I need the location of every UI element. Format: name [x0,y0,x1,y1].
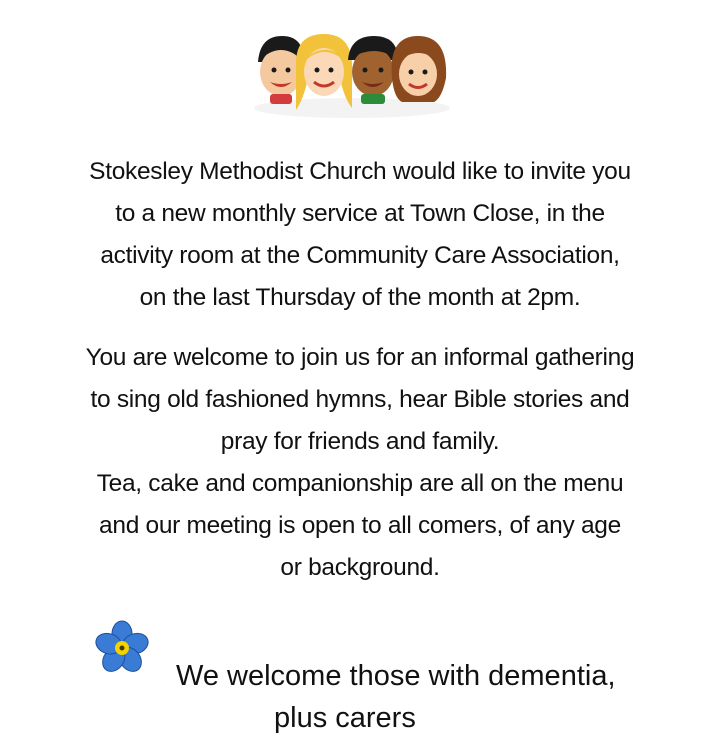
invitation-line: on the last Thursday of the month at 2pm. [139,284,581,311]
invitation-paragraph [20,151,700,319]
invitation-line: to a new monthly service at Town Close, in the [115,200,605,227]
dementia-welcome-line: We welcome those with dementia, [176,660,616,692]
children-faces-icon [248,28,456,120]
details-paragraph [20,337,700,589]
invitation-line: Stokesley Methodist Church would like to invite you [89,158,631,185]
details-line: and our meeting is open to all comers, of any age [99,512,621,539]
dementia-carers-line: plus carers [274,702,416,734]
details-line: Tea, cake and companionship are all on the menu [96,470,624,497]
details-line: to sing old fashioned hymns, hear Bible stories and [90,386,630,413]
forget-me-not-flower-icon [92,620,152,676]
invitation-line: activity room at the Community Care Association, [100,242,620,269]
details-line: or background. [280,554,440,581]
details-line: pray for friends and family. [220,428,500,455]
details-line: You are welcome to join us for an informal gathering [85,344,635,371]
